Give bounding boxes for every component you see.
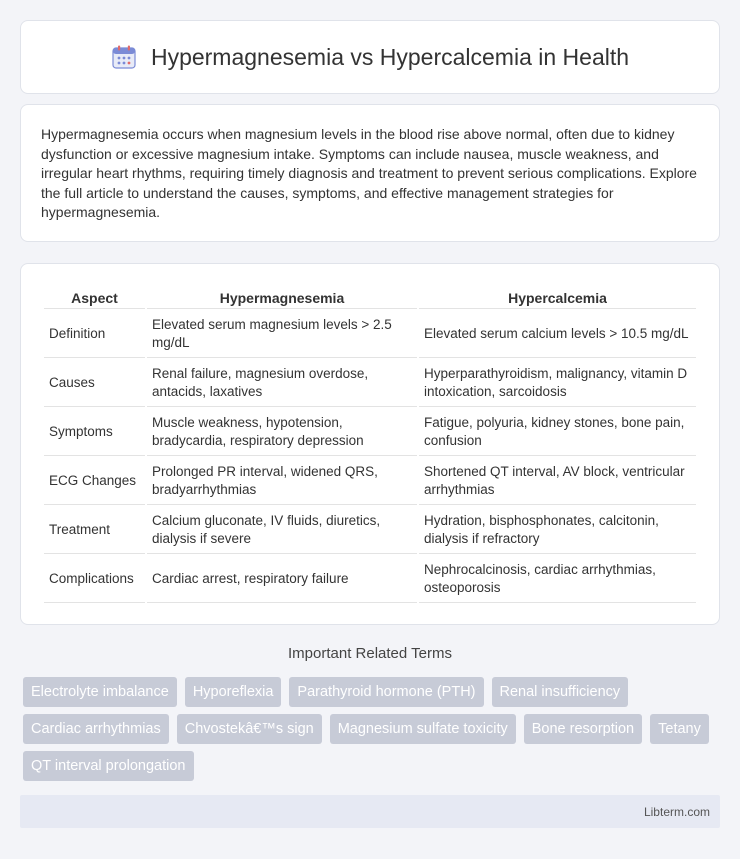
table-row — [44, 556, 696, 603]
table-cell: Hydration, bisphosphonates, calcitonin, dialysis if refractory — [419, 507, 696, 554]
intro-text: Hypermagnesemia occurs when magnesium levels in the blood rise above normal, often due to kidney dysfunction or excessive magnesium intake. Symptoms can include nausea, muscle weakness, and irregular heart rhythms, requiring timely diagnosis and treatment to prevent serious complications. Explore the full article to understand the causes, symptoms, and effective management strategies for hypermagnesemia. — [41, 126, 697, 221]
table-cell: Prolonged PR interval, widened QRS, bradyarrhythmias — [147, 458, 417, 505]
related-term-tag[interactable]: Cardiac arrhythmias — [23, 714, 169, 744]
table-cell-aspect: Treatment — [44, 507, 145, 554]
related-term-tag[interactable]: Chvostekâ€™s sign — [177, 714, 322, 744]
column-header-aspect: Aspect — [44, 286, 145, 309]
calendar-icon — [111, 44, 137, 70]
table-cell: Nephrocalcinosis, cardiac arrhythmias, osteoporosis — [419, 556, 696, 603]
related-term-tag[interactable]: Renal insufficiency — [492, 677, 629, 707]
table-cell-aspect: ECG Changes — [44, 458, 145, 505]
table-cell: Muscle weakness, hypotension, bradycardia, respiratory depression — [147, 409, 417, 456]
table-cell: Elevated serum calcium levels > 10.5 mg/dL — [419, 311, 696, 358]
related-term-tag[interactable]: Hyporeflexia — [185, 677, 282, 707]
table-row — [44, 360, 696, 407]
column-header-hypermagnesemia: Hypermagnesemia — [147, 286, 417, 309]
table-cell: Calcium gluconate, IV fluids, diuretics, dialysis if severe — [147, 507, 417, 554]
related-term-tag[interactable]: Tetany — [650, 714, 709, 744]
table-cell-aspect: Definition — [44, 311, 145, 358]
table-cell-aspect: Causes — [44, 360, 145, 407]
table-header-row — [44, 286, 696, 309]
comparison-table-card — [20, 263, 720, 625]
table-cell: Cardiac arrest, respiratory failure — [147, 556, 417, 603]
page-title: Hypermagnesemia vs Hypercalcemia in Health — [150, 43, 630, 70]
table-cell: Elevated serum magnesium levels > 2.5 mg/dL — [147, 311, 417, 358]
header-card — [20, 20, 720, 94]
table-cell: Fatigue, polyuria, kidney stones, bone pain, confusion — [419, 409, 696, 456]
table-row — [44, 311, 696, 358]
related-terms-list — [23, 677, 723, 781]
table-cell: Renal failure, magnesium overdose, antacids, laxatives — [147, 360, 417, 407]
related-term-tag[interactable]: Parathyroid hormone (PTH) — [289, 677, 483, 707]
table-cell-aspect: Complications — [44, 556, 145, 603]
table-cell: Shortened QT interval, AV block, ventricular arrhythmias — [419, 458, 696, 505]
table-cell: Hyperparathyroidism, malignancy, vitamin D intoxication, sarcoidosis — [419, 360, 696, 407]
table-row — [44, 409, 696, 456]
related-term-tag[interactable]: QT interval prolongation — [23, 751, 194, 781]
table-row — [44, 458, 696, 505]
intro-card — [20, 104, 720, 242]
footer-brand[interactable]: Libterm.com — [643, 804, 710, 819]
footer — [20, 795, 720, 828]
related-terms-title: Important Related Terms — [288, 645, 452, 662]
related-term-tag[interactable]: Electrolyte imbalance — [23, 677, 177, 707]
related-term-tag[interactable]: Magnesium sulfate toxicity — [330, 714, 516, 744]
related-term-tag[interactable]: Bone resorption — [524, 714, 642, 744]
table-row — [44, 507, 696, 554]
comparison-table — [42, 284, 698, 605]
column-header-hypercalcemia: Hypercalcemia — [419, 286, 696, 309]
table-cell-aspect: Symptoms — [44, 409, 145, 456]
